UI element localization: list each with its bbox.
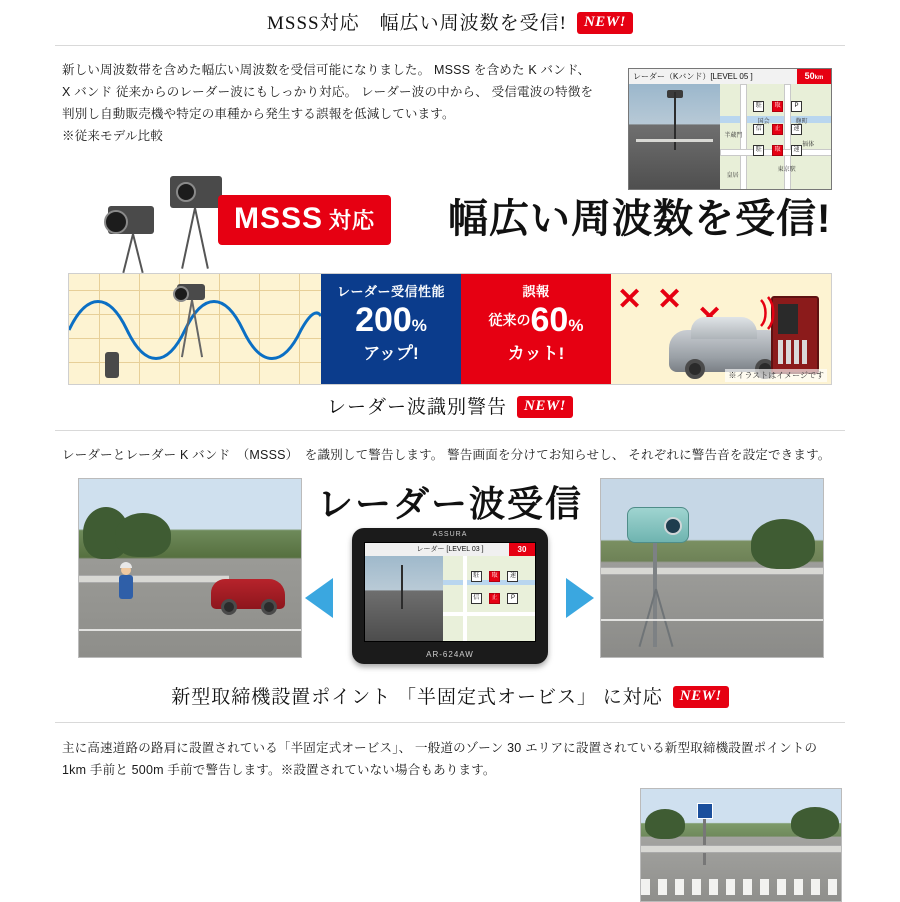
section2-title: [0, 392, 900, 419]
performance-panel: [321, 274, 461, 384]
false-alarm-label: 誤報: [522, 284, 550, 299]
camera-leg-f1: [122, 234, 134, 273]
msss-badge: [218, 195, 391, 245]
map-mark-5: 止: [772, 124, 783, 135]
device-screen-header-text: レーダー [LEVEL 03 ]: [416, 546, 484, 553]
performance-value: [321, 303, 461, 337]
section1-paragraph-line-3: 判別し自動販売機や特定の車種から発生する誤報を低減しています。: [62, 106, 455, 121]
radio-wave-icon: [757, 296, 775, 330]
photo-roadside-camera-right: [600, 478, 824, 658]
section3-title: [0, 682, 900, 709]
device-map-mark-3: 速: [507, 571, 518, 582]
map-label-6: 福体: [802, 141, 815, 148]
x-mark-1-icon: ✕: [617, 283, 643, 316]
performance-unit: %: [411, 316, 427, 335]
section1-title: [0, 8, 900, 35]
divider-bottom: [55, 722, 845, 723]
nav-screenshot-level-unit: km: [814, 75, 824, 81]
divider-top: [55, 45, 845, 46]
map-label-5: 国会: [757, 118, 770, 125]
section1-paragraph-line-1: 新しい周波数帯を含めた幅広い周波数を受信可能になりました。 MSSS を含めた K バンド、: [62, 63, 591, 77]
device-screen-level: 30: [509, 543, 535, 556]
map-label-3: 皇居: [726, 173, 739, 180]
false-alarm-value: [461, 303, 611, 337]
map-mark-6: 速: [791, 124, 802, 135]
road-center-line-left: [79, 629, 301, 631]
msss-banner: [68, 165, 832, 385]
section1-paragraph-line-2: X バンド 従来からのレーダー波にもしっかり対応。 レーダー波の中から、 受信電波の特徴を: [62, 84, 594, 99]
worker-helmet: [120, 562, 132, 568]
map-label-4: 麹町: [795, 118, 808, 125]
map-label-2: 東京駅: [777, 166, 796, 173]
section3-paragraph-line-2: 1km 手前と 500m 手前で警告します。※設置されていない場合もあります。: [62, 762, 496, 777]
false-alarm-number: 60: [530, 301, 569, 339]
device-screen-pole: [401, 565, 403, 609]
device-screen: [364, 542, 536, 642]
arrow-right-icon: [566, 578, 594, 618]
performance-label: レーダー受信性能: [336, 284, 445, 299]
false-alarm-panel: [461, 274, 611, 384]
road-center-line-right: [601, 619, 823, 621]
false-alarm-prefix: 従来の: [488, 312, 531, 328]
map-mark-2: 取: [772, 101, 783, 112]
map-mark-9: 速: [791, 145, 802, 156]
sign-blue-bottom: [697, 803, 713, 819]
illustration-panel: [611, 274, 831, 384]
device-map-road-h: [443, 612, 535, 616]
handheld-radar: [105, 352, 119, 378]
red-car-wheel-rear: [261, 599, 277, 615]
false-alarm-unit: %: [568, 316, 584, 335]
guardrail-bottom: [641, 845, 841, 853]
device-map-road-v: [463, 556, 467, 641]
section2-title-text: レーダー波識別警告: [326, 397, 507, 418]
vending-screen: [778, 304, 798, 334]
map-mark-1: 駐: [753, 101, 764, 112]
red-car-wheel-front: [221, 599, 237, 615]
map-label-1: 半蔵門: [724, 133, 743, 140]
nav-screenshot-level-value: 50: [804, 71, 815, 81]
guardrail-line: [636, 139, 712, 142]
photo-road-scene-left: [78, 478, 302, 658]
map-mark-3: P: [791, 101, 802, 112]
radar-reception-title: レーダー波受信: [316, 483, 583, 524]
map-mark-7: 駐: [753, 145, 764, 156]
device-map-mark-2: 取: [489, 571, 500, 582]
device-model: AR-624AW: [426, 650, 474, 659]
worker-body: [119, 575, 133, 599]
tree-right-1: [751, 519, 815, 569]
nav-screenshot-header: レーダー（Kバンド）[LEVEL 05 ]: [629, 69, 831, 85]
device-map-mark-6: P: [507, 593, 518, 604]
camera-illustration-group: [98, 170, 238, 270]
msss-badge-text: MSSS: [234, 202, 324, 235]
nav-screenshot-level-badge: [797, 69, 831, 84]
section1-title-text: MSSS対応 幅広い周波数を受信!: [267, 13, 567, 34]
map-mark-4: 信: [753, 124, 764, 135]
device-map-mark-1: 駐: [471, 571, 482, 582]
performance-word: アップ!: [363, 344, 419, 363]
camera-leg-b2: [194, 208, 209, 269]
red-car: [211, 579, 285, 609]
device-map-mark-4: 信: [471, 593, 482, 604]
section2-paragraph-line-1: レーダーとレーダー K バンド （MSSS） を識別して警告します。 警告画面を分けてお知らせし、 それぞれに警告音を設定できます。: [62, 448, 831, 462]
camera-leg-b1: [181, 208, 196, 269]
map-river: [720, 116, 831, 123]
photo-highway-bottom: [640, 788, 842, 902]
device-map-mark-5: 止: [489, 593, 500, 604]
crosswalk-bottom: [641, 879, 841, 895]
section1-paragraph: [62, 60, 622, 148]
radar-detector-device: [352, 528, 548, 664]
vending-machine-illustration: [771, 296, 819, 374]
x-mark-2-icon: ✕: [657, 283, 683, 316]
false-alarm-word: カット!: [507, 344, 565, 363]
section3-new-badge: NEW!: [673, 686, 729, 708]
camera-lens-back: [176, 182, 196, 202]
illustration-note: ※イラストはイメージです: [725, 369, 827, 382]
waveform-camera-lens: [173, 286, 189, 302]
camera-eye-right: [664, 517, 682, 535]
banner-panel-row: [68, 273, 832, 385]
arrow-left-icon: [305, 578, 333, 618]
section3-title-text: 新型取締機設置ポイント 「半固定式オービス」 に対応: [171, 687, 663, 708]
tree-bottom-1: [645, 809, 685, 839]
tree-left-2: [115, 513, 171, 557]
section3-paragraph: [62, 738, 852, 782]
vending-buttons: [778, 340, 810, 364]
section1-new-badge: NEW!: [577, 12, 633, 34]
camera-head-right: [627, 507, 689, 543]
device-screen-header: [365, 543, 535, 557]
waveform-panel: [69, 274, 321, 384]
device-screen-map: [443, 556, 535, 641]
performance-number: 200: [355, 301, 412, 339]
section3-paragraph-line-1: 主に高速道路の路肩に設置されている「半固定式オービス」、 一般道のゾーン 30 エリアに設置されている新型取締機設置ポイントの: [62, 741, 818, 755]
guardrail-left: [79, 575, 229, 583]
car-wheel-front: [685, 359, 705, 379]
banner-headline: 幅広い周波数を受信!: [448, 197, 832, 241]
section2-new-badge: NEW!: [517, 396, 573, 418]
tree-bottom-2: [791, 807, 839, 839]
device-screen-photo: [365, 556, 443, 641]
camera-lens-front: [104, 210, 128, 234]
section2-paragraph: [62, 445, 852, 467]
device-brand: ASSURA: [432, 531, 468, 538]
section1-paragraph-line-4: ※従来モデル比較: [62, 128, 163, 143]
map-mark-8: 取: [772, 145, 783, 156]
msss-badge-suffix: 対応: [329, 208, 376, 233]
divider-middle: [55, 430, 845, 431]
camera-leg-f2: [132, 234, 144, 273]
camera-tripod-leg-2: [655, 589, 673, 647]
